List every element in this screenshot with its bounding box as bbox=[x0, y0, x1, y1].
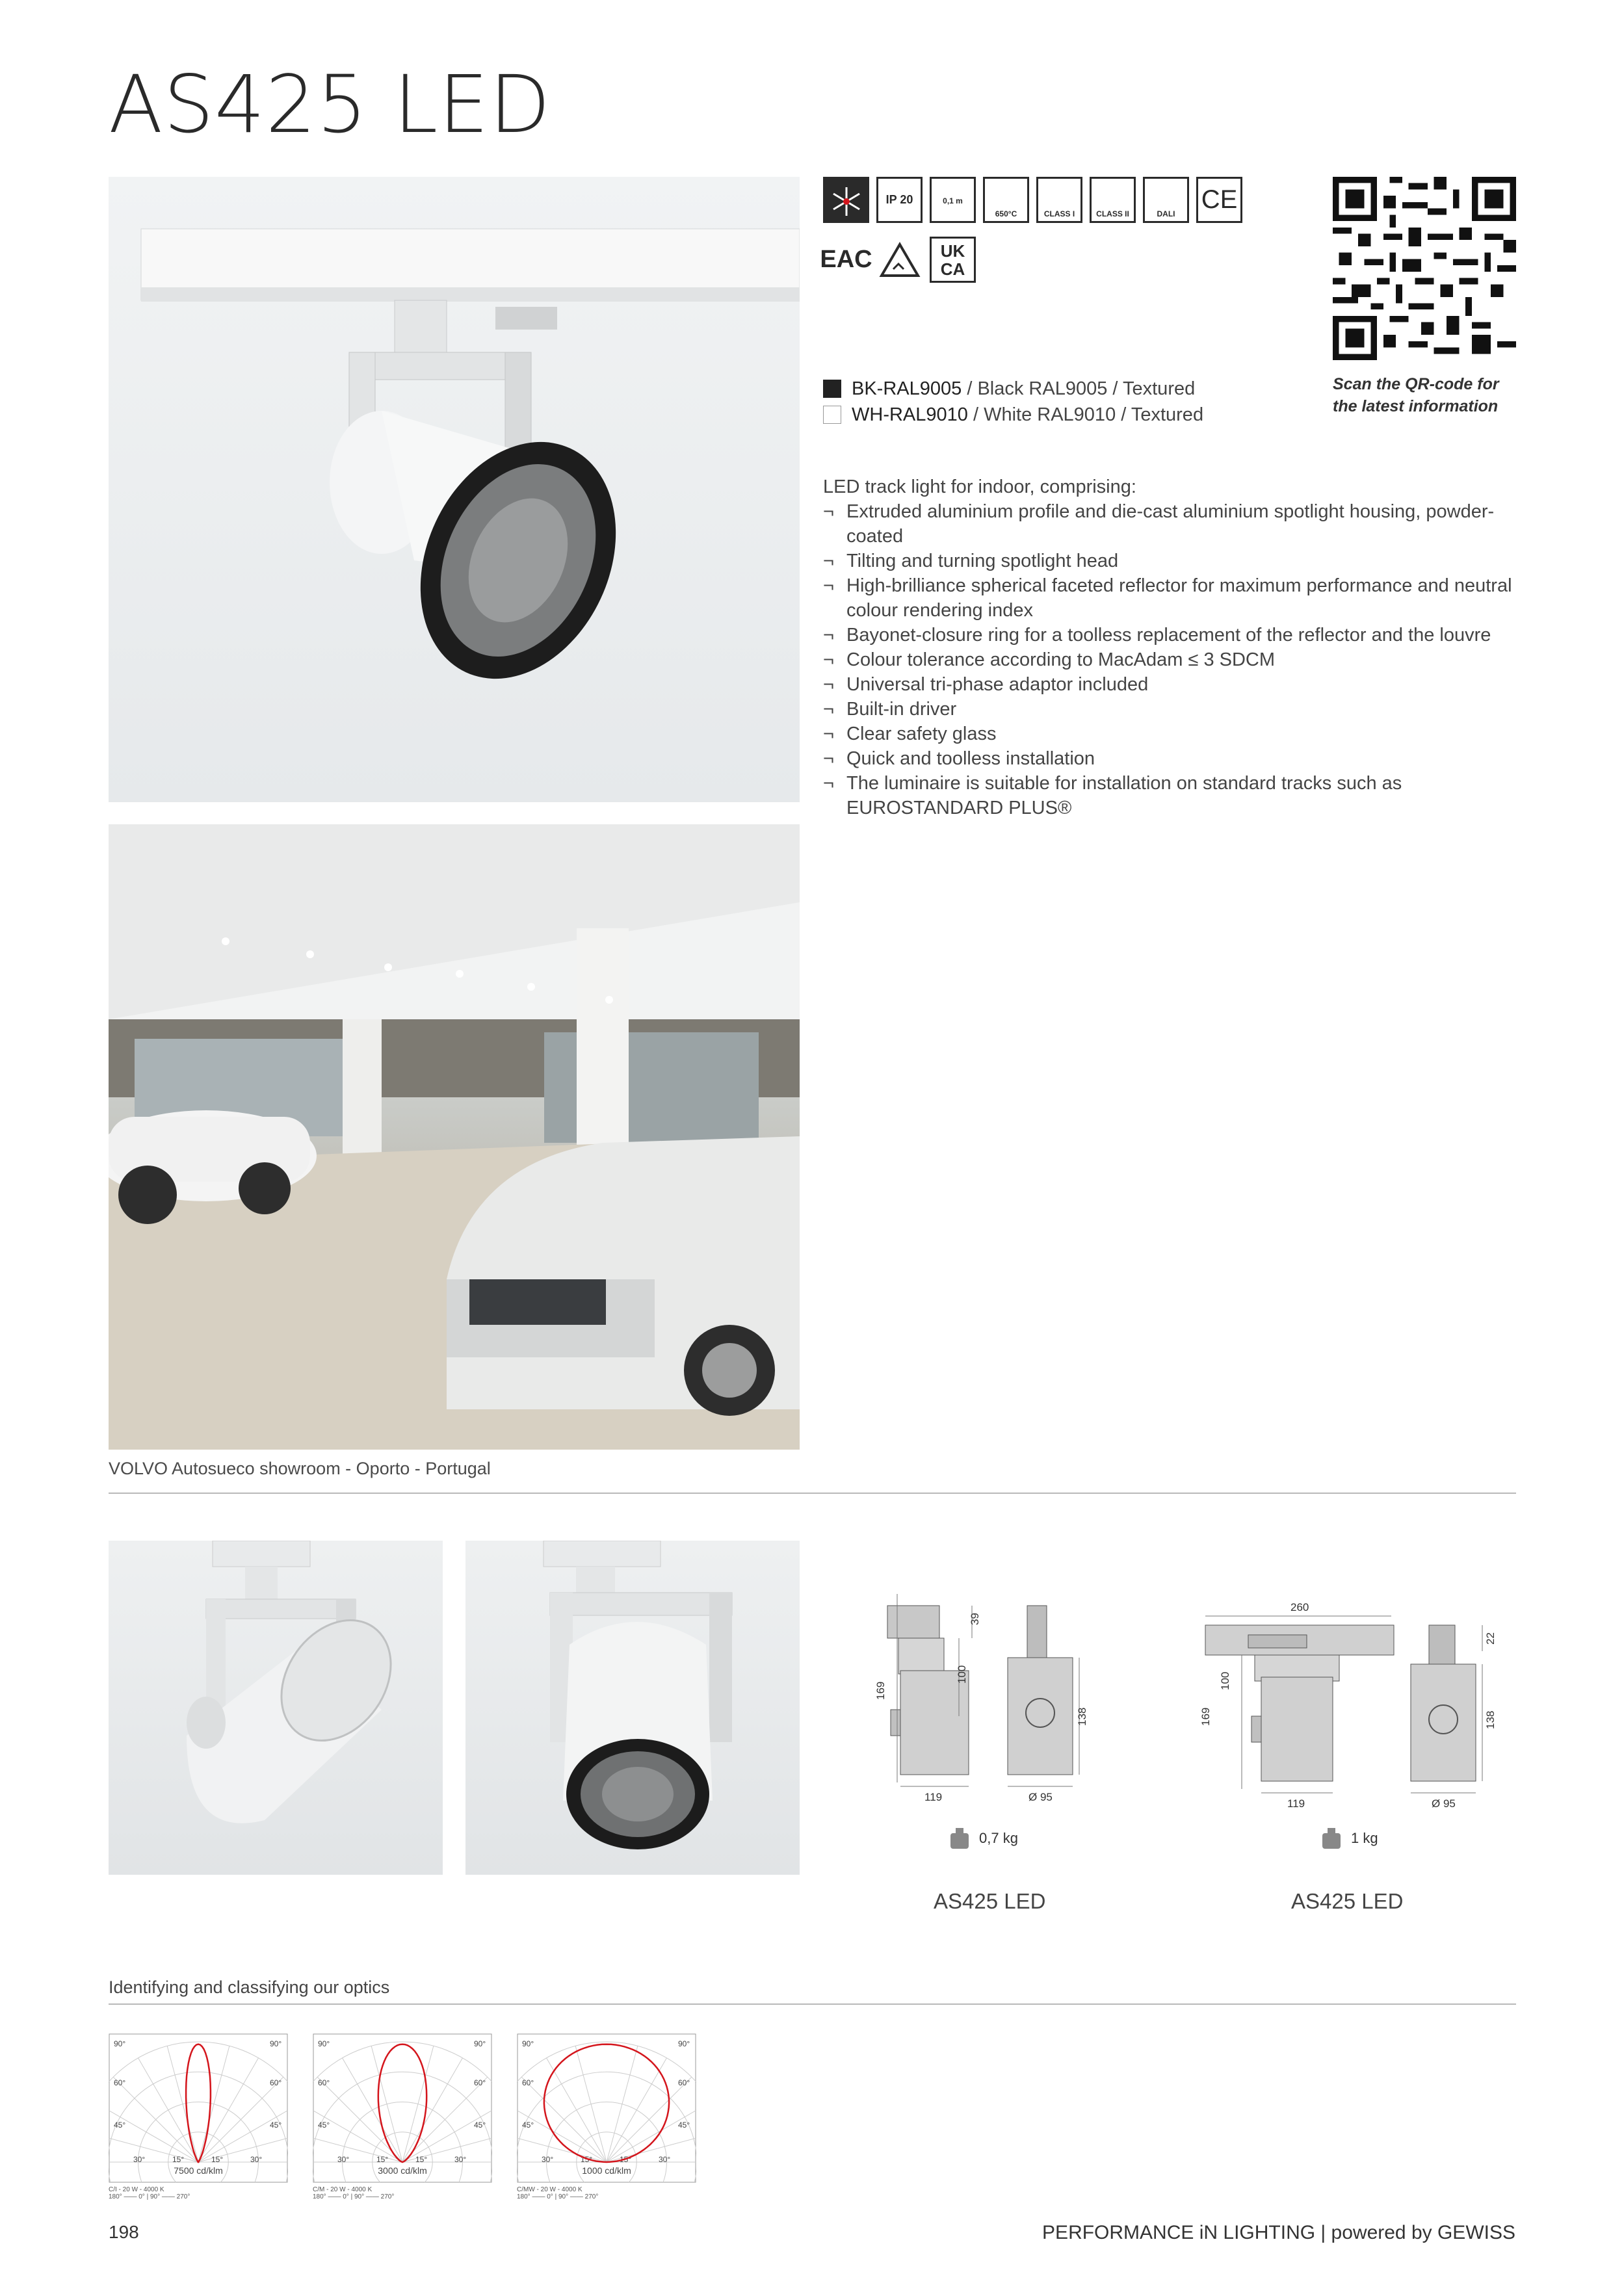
polar-angle-label: 45° bbox=[522, 2120, 534, 2130]
description-bullet: ¬ Quick and toolless installation bbox=[823, 746, 1515, 771]
qr-caption-line: Scan the QR-code for bbox=[1333, 375, 1499, 393]
weight-icon bbox=[948, 1827, 971, 1850]
optic-legend: 180° —— 0° | 90° —— 270° bbox=[109, 2193, 190, 2200]
ukca-mark-icon: UK CA bbox=[930, 237, 976, 283]
polar-intensity-label: 1000 cd/klm bbox=[582, 2165, 631, 2176]
product-description bbox=[823, 475, 1515, 820]
color-code: BK-RAL9005 bbox=[852, 378, 962, 399]
description-bullet: ¬ Colour tolerance according to MacAdam ≤ 3 SDCM bbox=[823, 647, 1515, 672]
showroom-photo bbox=[109, 824, 800, 1450]
dim-depth: 138 bbox=[1484, 1710, 1497, 1729]
eac-mark-icon: EAC bbox=[820, 246, 872, 273]
color-code: WH-RAL9010 bbox=[852, 404, 968, 425]
color-swatch bbox=[823, 406, 841, 424]
polar-angle-label: 45° bbox=[270, 2120, 282, 2130]
description-bullet: ¬ Clear safety glass bbox=[823, 722, 1515, 746]
weight-value: 0,7 kg bbox=[979, 1830, 1018, 1846]
polar-angle-label: 60° bbox=[474, 2078, 486, 2087]
polar-angle-label: 90° bbox=[114, 2039, 126, 2048]
polar-angle-label: 30° bbox=[542, 2155, 554, 2164]
polar-angle-label: 90° bbox=[678, 2039, 690, 2048]
dim-body: 100 bbox=[1219, 1671, 1231, 1690]
page-title: AS425 LED bbox=[109, 59, 551, 151]
product-photo bbox=[109, 177, 800, 802]
glow-wire-icon: 650°C bbox=[983, 177, 1029, 223]
description-intro: LED track light for indoor, comprising: bbox=[823, 476, 1136, 497]
dim-track: 260 bbox=[1290, 1601, 1309, 1613]
dim-body: 100 bbox=[956, 1665, 968, 1684]
dim-diameter: Ø 95 bbox=[1028, 1791, 1053, 1803]
weight-2 bbox=[1320, 1827, 1378, 1850]
optic-code: C/MW - 20 W - 4000 K bbox=[517, 2186, 583, 2193]
dim-diameter: Ø 95 bbox=[1432, 1797, 1456, 1810]
polar-angle-label: 15° bbox=[211, 2155, 224, 2164]
ce-mark-icon: CE bbox=[1196, 177, 1242, 223]
optics-title: Identifying and classifying our optics bbox=[109, 1977, 390, 1997]
dim-top: 22 bbox=[1484, 1632, 1497, 1645]
polar-angle-label: 45° bbox=[474, 2120, 486, 2130]
qr-code[interactable] bbox=[1333, 177, 1516, 360]
description-bullet: ¬ Extruded aluminium profile and die-cast aluminium spotlight housing, powder-coated bbox=[823, 499, 1515, 549]
description-bullet: ¬ Built-in driver bbox=[823, 697, 1515, 722]
polar-angle-label: 15° bbox=[376, 2155, 389, 2164]
drawing-label-2: AS425 LED bbox=[1291, 1889, 1404, 1913]
section-divider bbox=[109, 1493, 1516, 1494]
min-distance-icon: 0,1 m bbox=[930, 177, 976, 223]
polar-angle-label: 15° bbox=[581, 2155, 593, 2164]
polar-angle-label: 90° bbox=[474, 2039, 486, 2048]
polar-diagram-1 bbox=[109, 2033, 288, 2200]
polar-angle-label: 60° bbox=[270, 2078, 282, 2087]
dim-depth: 138 bbox=[1076, 1707, 1088, 1726]
qr-caption-line: the latest information bbox=[1333, 397, 1499, 415]
polar-angle-label: 45° bbox=[114, 2120, 126, 2130]
optic-legend: 180° —— 0° | 90° —— 270° bbox=[517, 2193, 599, 2200]
technical-drawing-2 bbox=[1190, 1599, 1515, 1820]
technical-drawing-1 bbox=[858, 1593, 1131, 1814]
dali-icon: DALI bbox=[1143, 177, 1189, 223]
polar-angle-label: 90° bbox=[522, 2039, 534, 2048]
polar-angle-label: 30° bbox=[659, 2155, 671, 2164]
page-number: 198 bbox=[109, 2222, 139, 2242]
description-bullet: ¬ Universal tri-phase adaptor included bbox=[823, 672, 1515, 697]
color-desc: / Black RAL9005 / Textured bbox=[962, 378, 1196, 399]
optic-legend: 180° —— 0° | 90° —— 270° bbox=[313, 2193, 395, 2200]
color-options bbox=[823, 376, 1203, 428]
detail-photo-side bbox=[109, 1541, 443, 1875]
polar-diagram-3 bbox=[517, 2033, 696, 2200]
polar-intensity-label: 3000 cd/klm bbox=[378, 2165, 427, 2176]
color-swatch bbox=[823, 380, 841, 398]
polar-angle-label: 15° bbox=[415, 2155, 428, 2164]
polar-angle-label: 60° bbox=[114, 2078, 126, 2087]
polar-angle-label: 30° bbox=[250, 2155, 263, 2164]
photo-caption: VOLVO Autosueco showroom - Oporto - Portugal bbox=[109, 1459, 491, 1478]
class-i-icon: CLASS I bbox=[1036, 177, 1082, 223]
class-ii-icon: CLASS II bbox=[1090, 177, 1136, 223]
rcm-mark-icon bbox=[876, 237, 923, 283]
weight-value: 1 kg bbox=[1351, 1830, 1378, 1846]
polar-angle-label: 15° bbox=[620, 2155, 632, 2164]
drawing-label-1: AS425 LED bbox=[934, 1889, 1046, 1913]
description-bullet: ¬ The luminaire is suitable for installation on standard tracks such as EUROSTANDARD PLUS® bbox=[823, 771, 1515, 820]
polar-angle-label: 90° bbox=[318, 2039, 330, 2048]
polar-angle-label: 60° bbox=[318, 2078, 330, 2087]
optics-diagrams bbox=[109, 2033, 696, 2200]
polar-angle-label: 45° bbox=[318, 2120, 330, 2130]
polar-angle-label: 30° bbox=[133, 2155, 146, 2164]
weight-icon bbox=[1320, 1827, 1343, 1850]
detail-photo-front bbox=[465, 1541, 800, 1875]
color-desc: / White RAL9010 / Textured bbox=[967, 404, 1204, 425]
polar-angle-label: 30° bbox=[337, 2155, 350, 2164]
description-bullet: ¬ High-brilliance spherical faceted reflector for maximum performance and neutral colour rendering index bbox=[823, 573, 1515, 623]
optics-divider bbox=[109, 2003, 1516, 2005]
polar-angle-label: 90° bbox=[270, 2039, 282, 2048]
polar-angle-label: 60° bbox=[678, 2078, 690, 2087]
polar-angle-label: 45° bbox=[678, 2120, 690, 2130]
footer-brand: PERFORMANCE iN LIGHTING | powered by GEWISS bbox=[1042, 2222, 1515, 2243]
optic-code: C/I - 20 W - 4000 K bbox=[109, 2186, 164, 2193]
dim-top: 39 bbox=[969, 1613, 981, 1625]
polar-intensity-label: 7500 cd/klm bbox=[174, 2165, 223, 2176]
color-option-black bbox=[823, 376, 1203, 402]
polar-diagram-2 bbox=[313, 2033, 492, 2200]
color-option-white bbox=[823, 402, 1203, 428]
description-bullet: ¬ Bayonet-closure ring for a toolless replacement of the reflector and the louvre bbox=[823, 623, 1515, 647]
ip20-icon: IP 20 bbox=[876, 177, 923, 223]
dim-height: 169 bbox=[874, 1681, 887, 1700]
qr-caption bbox=[1333, 373, 1516, 417]
dim-width: 119 bbox=[924, 1791, 943, 1803]
polar-angle-label: 30° bbox=[454, 2155, 467, 2164]
polar-angle-label: 15° bbox=[172, 2155, 185, 2164]
description-bullet: ¬ Tilting and turning spotlight head bbox=[823, 549, 1515, 573]
dim-width: 119 bbox=[1287, 1797, 1305, 1810]
polar-angle-label: 60° bbox=[522, 2078, 534, 2087]
weight-1 bbox=[948, 1827, 1018, 1850]
dimmable-star-icon bbox=[823, 177, 869, 223]
dim-height: 169 bbox=[1199, 1707, 1212, 1726]
optic-code: C/M - 20 W - 4000 K bbox=[313, 2186, 373, 2193]
